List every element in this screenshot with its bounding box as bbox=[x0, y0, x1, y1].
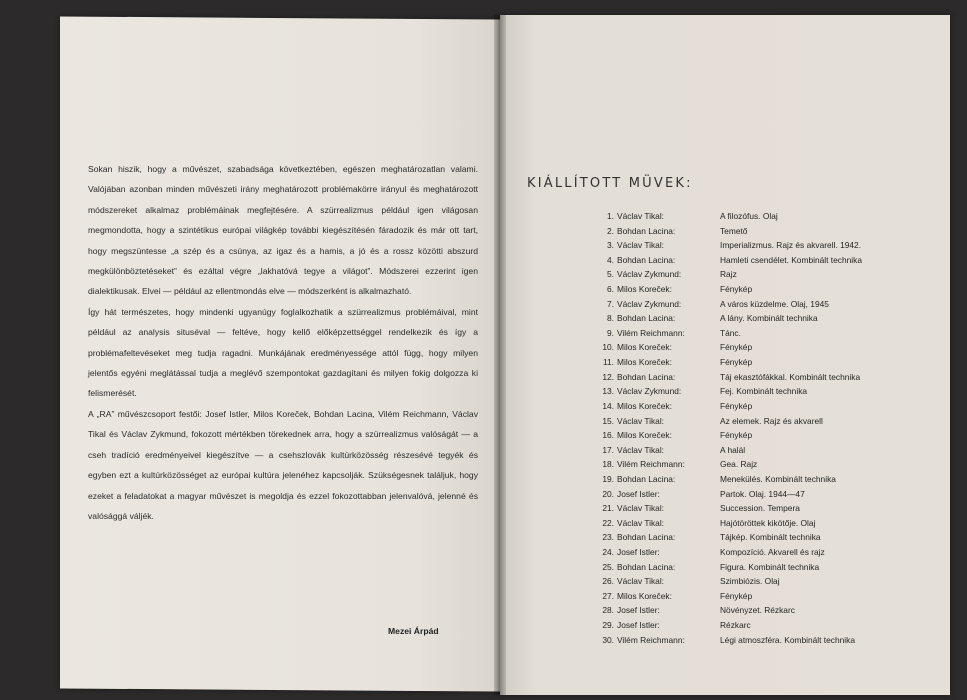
work-artist: Milos Koreček: bbox=[617, 400, 672, 411]
work-artist: Bohdan Lacina: bbox=[617, 473, 676, 484]
work-artist: Vilém Reichmann: bbox=[617, 634, 685, 645]
work-title: Gea. Rajz bbox=[720, 459, 758, 470]
work-number: 30. bbox=[602, 634, 614, 645]
work-title: Figura. Kombinált technika bbox=[720, 561, 820, 572]
author-signature: Mezei Árpád bbox=[388, 626, 439, 636]
work-title: Tánc. bbox=[720, 327, 741, 338]
work-title: Fénykép bbox=[720, 400, 753, 411]
work-row bbox=[588, 340, 928, 355]
work-artist: Václav Tikal: bbox=[617, 211, 665, 221]
work-artist: Josef Istler: bbox=[617, 547, 660, 558]
work-title: Fénykép bbox=[720, 430, 753, 441]
work-number: 16. bbox=[602, 430, 614, 441]
work-title: A város küzdelme. Olaj, 1945 bbox=[720, 298, 829, 309]
work-row bbox=[588, 384, 928, 399]
work-title: Tájkép. Kombinált technika bbox=[720, 532, 821, 543]
work-title: Az elemek. Rajz és akvarell bbox=[720, 415, 823, 426]
work-number: 10. bbox=[602, 342, 614, 353]
work-number: 27. bbox=[602, 590, 614, 601]
work-row bbox=[588, 326, 928, 341]
essay-paragraph-2: Így hát természetes, hogy mindenki ugyanúgy foglalkozhatik a szürrealizmus problémáival, mint például az analysis situséval — feltéve, hogy kellő előképzettséggel rendelkezik és így a problémafeltevéseket meg tudja ragadni. Munkájának eredményessége attól függ, hogy milyen jelentős egyéni meglátással tudja a meglévő szempontokat gazdagítani és milyen fokig dolgozza ki felismerését. bbox=[88, 306, 478, 399]
work-number: 4. bbox=[607, 254, 614, 265]
work-artist: Václav Tikal: bbox=[617, 415, 665, 426]
work-row bbox=[588, 224, 928, 239]
work-row bbox=[588, 472, 928, 487]
work-artist: Bohdan Lacina: bbox=[617, 313, 676, 324]
essay-text bbox=[88, 159, 478, 526]
work-number: 24. bbox=[602, 547, 614, 558]
work-title: Rajz bbox=[720, 269, 737, 280]
work-title: Kompozíció. Akvarell és rajz bbox=[720, 547, 825, 558]
work-title: Fénykép bbox=[720, 342, 753, 353]
work-row bbox=[588, 501, 928, 516]
work-title: Táj ekasztófákkal. Kombinált technika bbox=[720, 371, 861, 382]
work-artist: Vilém Reichmann: bbox=[617, 459, 685, 470]
work-artist: Bohdan Lacina: bbox=[617, 254, 676, 265]
work-artist: Josef Istler: bbox=[617, 488, 660, 499]
work-number: 14. bbox=[602, 400, 614, 411]
work-number: 5. bbox=[607, 269, 614, 280]
work-row bbox=[588, 355, 928, 370]
work-title: Partok. Olaj. 1944—47 bbox=[720, 488, 805, 499]
work-artist: Josef Istler: bbox=[617, 605, 660, 616]
work-number: 8. bbox=[607, 313, 614, 324]
work-number: 1. bbox=[607, 211, 614, 221]
work-title: Fénykép bbox=[720, 357, 753, 368]
work-row bbox=[588, 487, 928, 502]
work-title: A lány. Kombinált technika bbox=[720, 313, 818, 324]
work-row bbox=[588, 311, 928, 326]
work-number: 20. bbox=[602, 488, 614, 499]
work-title: A halál bbox=[720, 444, 746, 455]
work-title: Succession. Tempera bbox=[720, 503, 800, 514]
works-list-title: KIÁLLÍTOTT MÜVEK: bbox=[527, 176, 693, 191]
work-row bbox=[588, 545, 928, 560]
work-title: Szimbiózis. Olaj bbox=[720, 576, 780, 587]
work-artist: Václav Zykmund: bbox=[617, 386, 682, 397]
work-row bbox=[588, 443, 928, 458]
work-row bbox=[588, 516, 928, 531]
work-title: Fénykép bbox=[720, 590, 753, 601]
work-row bbox=[588, 603, 928, 618]
work-artist: Josef Istler: bbox=[617, 620, 660, 631]
book-gutter bbox=[494, 15, 506, 695]
work-title: Légi atmoszféra. Kombinált technika bbox=[720, 634, 856, 645]
work-title: Fénykép bbox=[720, 284, 753, 295]
work-row bbox=[588, 399, 928, 414]
work-row bbox=[588, 297, 928, 312]
work-title: Temető bbox=[720, 225, 748, 236]
work-title: Menekülés. Kombinált technika bbox=[720, 473, 836, 484]
work-title: Hamleti csendélet. Kombinált technika bbox=[720, 254, 862, 265]
work-number: 6. bbox=[607, 284, 614, 295]
work-artist: Bohdan Lacina: bbox=[617, 561, 676, 572]
work-row bbox=[588, 267, 928, 282]
work-number: 19. bbox=[602, 473, 614, 484]
work-number: 22. bbox=[602, 517, 614, 528]
work-artist: Bohdan Lacina: bbox=[617, 371, 676, 382]
work-artist: Václav Tikal: bbox=[617, 240, 665, 251]
work-artist: Václav Tikal: bbox=[617, 576, 665, 587]
work-number: 2. bbox=[607, 225, 614, 236]
works-list bbox=[588, 209, 928, 647]
work-title: Rézkarc bbox=[720, 620, 751, 631]
work-artist: Bohdan Lacina: bbox=[617, 225, 676, 236]
work-number: 23. bbox=[602, 532, 614, 543]
work-artist: Vilém Reichmann: bbox=[617, 327, 685, 338]
work-number: 29. bbox=[602, 620, 614, 631]
work-row bbox=[588, 370, 928, 385]
work-title: A filozófus. Olaj bbox=[720, 211, 778, 221]
work-number: 28. bbox=[602, 605, 614, 616]
work-row bbox=[588, 560, 928, 575]
work-number: 15. bbox=[602, 415, 614, 426]
work-row bbox=[588, 530, 928, 545]
work-title: Növényzet. Rézkarc bbox=[720, 605, 795, 616]
work-row bbox=[588, 253, 928, 268]
work-number: 18. bbox=[602, 459, 614, 470]
work-number: 3. bbox=[607, 240, 614, 251]
work-row bbox=[588, 209, 928, 224]
work-artist: Václav Tikal: bbox=[617, 503, 665, 514]
work-title: Fej. Kombinált technika bbox=[720, 386, 808, 397]
work-number: 21. bbox=[602, 503, 614, 514]
work-number: 17. bbox=[602, 444, 614, 455]
work-row bbox=[588, 414, 928, 429]
work-artist: Milos Koreček: bbox=[617, 284, 672, 295]
work-artist: Václav Zykmund: bbox=[617, 269, 682, 280]
work-artist: Milos Koreček: bbox=[617, 590, 672, 601]
work-number: 12. bbox=[602, 371, 614, 382]
work-artist: Milos Koreček: bbox=[617, 342, 672, 353]
work-number: 7. bbox=[607, 298, 614, 309]
work-artist: Milos Koreček: bbox=[617, 430, 672, 441]
essay-paragraph-3: A „RA” művészcsoport festői: Josef Istler, Milos Koreček, Bohdan Lacina, Vilém Reichmann, Václav Tikal és Václav Zykmund, fokozott mértékben törekednek arra, hogy a szürrealizmus valóságát — a cseh tradíció eredményeivel kiegészítve — a csehszlovák kultúrközösség részesévé tegyék és egyben ezt a kultúrközösséget az európai kultúra jelenéhez kapcsolják. Szükségesnek találjuk, hogy ezeket a feladatokat a magyar művészet is megoldja és ezzel fokozottabban jelenvalóvá, jelenné és valósággá váljék. bbox=[88, 408, 478, 521]
work-number: 9. bbox=[607, 327, 614, 338]
work-row bbox=[588, 428, 928, 443]
work-row bbox=[588, 618, 928, 633]
work-artist: Václav Tikal: bbox=[617, 444, 665, 455]
work-number: 25. bbox=[602, 561, 614, 572]
work-title: Hajótöröttek kikötője. Olaj bbox=[720, 517, 816, 528]
work-row bbox=[588, 633, 928, 648]
essay-paragraph-1: Sokan hiszik, hogy a művészet, szabadsága következtében, egészen meghatározatlan valami. Valójában azonban minden művészeti irány meghatározott problémakörre irányul és meghatározott módszereket alkalmaz problémáinak megfejtésére. A szürrealizmus például igen világosan megmondotta, hogy a szintétikus európai világkép további kiegészítésén fáradozik és már ott tart, hogy megszüntesse „a szép és a csúnya, az igaz és a hamis, a jó és a rossz közötti abszurd megkülönböztetéseket” és ezáltal végre „lakhatóvá tegye a világot”. Módszerei ezzerint igen dialektikusak. Elvei — például az ellentmondás elve — módszerként is alkalmazható. bbox=[88, 164, 478, 297]
work-artist: Václav Tikal: bbox=[617, 517, 665, 528]
work-row bbox=[588, 589, 928, 604]
work-title: Imperializmus. Rajz és akvarell. 1942. bbox=[720, 240, 862, 251]
work-row bbox=[588, 282, 928, 297]
work-number: 26. bbox=[602, 576, 614, 587]
work-artist: Václav Zykmund: bbox=[617, 298, 682, 309]
work-artist: Bohdan Lacina: bbox=[617, 532, 676, 543]
work-row bbox=[588, 238, 928, 253]
work-artist: Milos Koreček: bbox=[617, 357, 672, 368]
work-row bbox=[588, 574, 928, 589]
work-row bbox=[588, 457, 928, 472]
work-number: 11. bbox=[602, 357, 614, 368]
work-number: 13. bbox=[602, 386, 614, 397]
